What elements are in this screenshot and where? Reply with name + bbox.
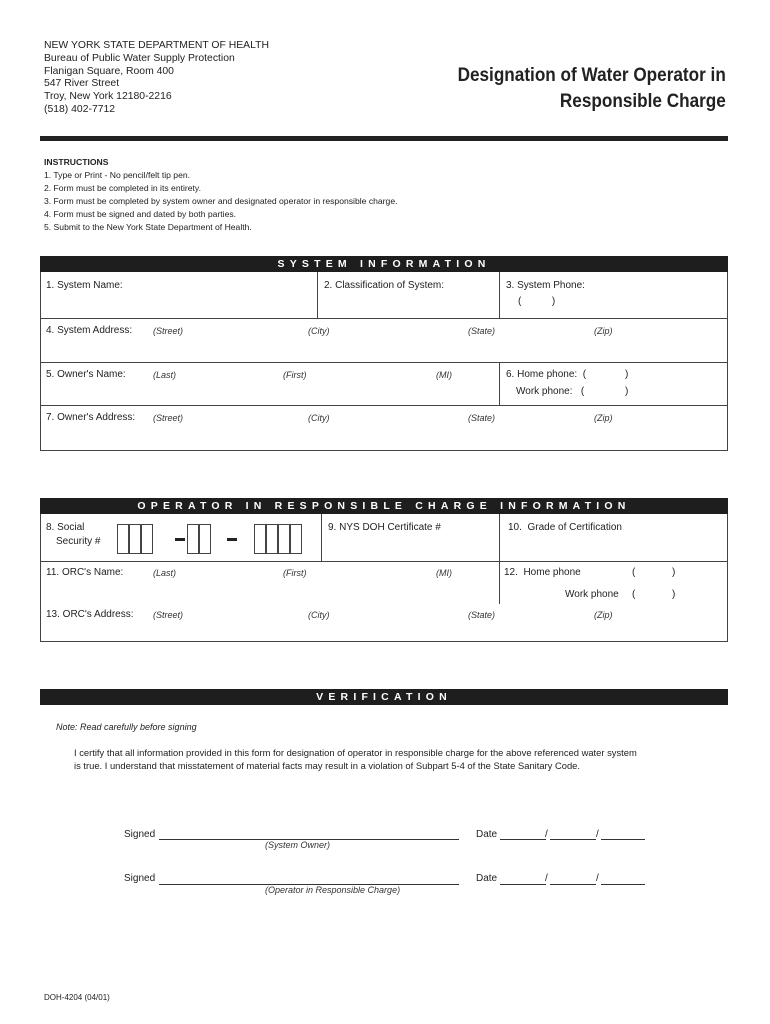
system-info-section	[40, 272, 728, 451]
ssn-dash	[175, 538, 185, 541]
verification-heading: VERIFICATION	[40, 689, 728, 705]
ssn-digit-box[interactable]	[199, 524, 211, 554]
certificate-field[interactable]	[322, 514, 500, 562]
orc-name-field[interactable]	[41, 562, 500, 604]
street-caption: (Street)	[153, 326, 184, 336]
instruction-item: 5. Submit to the New York State Department of Health.	[44, 222, 252, 232]
open-paren: (	[632, 567, 636, 578]
owner-work-phone-label: Work phone: (	[516, 386, 585, 397]
certification-line1: I certify that all information provided in this form for designation of operator in responsible charge for the above referenced water system	[74, 747, 637, 758]
agency-bureau: Bureau of Public Water Supply Protection	[44, 52, 235, 64]
city-caption: (City)	[308, 610, 330, 620]
state-caption: (State)	[468, 326, 496, 336]
signed-label: Signed	[124, 829, 156, 840]
owner-address-field[interactable]	[41, 406, 727, 450]
date-label: Date	[476, 829, 498, 840]
owner-date-month[interactable]	[500, 839, 546, 840]
grade-label: 10. Grade of Certification	[508, 522, 622, 533]
form-id: DOH-4204 (04/01)	[44, 993, 110, 1002]
operator-date-year[interactable]	[601, 884, 645, 885]
close-paren: )	[625, 386, 629, 397]
state-caption: (State)	[468, 413, 496, 423]
operator-caption: (Operator in Responsible Charge)	[265, 885, 401, 895]
ssn-digit-box[interactable]	[290, 524, 302, 554]
system-phone-field[interactable]	[500, 272, 727, 319]
grade-field[interactable]	[500, 514, 727, 562]
orc-address-field[interactable]	[41, 604, 727, 641]
close-paren: )	[672, 589, 676, 600]
agency-street: 547 River Street	[44, 78, 120, 90]
form-title	[458, 62, 726, 114]
owner-home-phone-label: 6. Home phone: (	[506, 369, 587, 380]
owner-date-year[interactable]	[601, 839, 645, 840]
operator-info-heading: OPERATOR IN RESPONSIBLE CHARGE INFORMATION	[40, 498, 728, 514]
open-paren: (	[632, 589, 636, 600]
owner-name-field[interactable]	[41, 363, 500, 406]
orc-name-label: 11. ORC's Name:	[46, 567, 124, 578]
agency-city: Troy, New York 12180-2216	[44, 91, 172, 103]
ssn-digit-box[interactable]	[141, 524, 153, 554]
system-address-label: 4. System Address:	[46, 325, 133, 336]
instruction-item: 4. Form must be signed and dated by both parties.	[44, 209, 237, 219]
classification-label: 2. Classification of System:	[324, 280, 445, 291]
ssn-digit-box[interactable]	[278, 524, 290, 554]
state-caption: (State)	[468, 610, 496, 620]
orc-work-phone-label: Work phone	[565, 589, 619, 600]
street-caption: (Street)	[153, 610, 184, 620]
close-paren: )	[625, 369, 629, 380]
instruction-item: 2. Form must be completed in its entirety.	[44, 183, 201, 193]
last-caption: (Last)	[153, 370, 177, 380]
ssn-field[interactable]	[41, 514, 322, 562]
mi-caption: (MI)	[436, 568, 452, 578]
ssn-dash	[227, 538, 237, 541]
form-title-line2: Responsible Charge	[560, 90, 726, 112]
system-name-label: 1. System Name:	[46, 280, 123, 291]
zip-caption: (Zip)	[594, 413, 613, 423]
date-label: Date	[476, 873, 498, 884]
close-paren: )	[672, 567, 676, 578]
system-address-field[interactable]	[41, 319, 727, 363]
instruction-item: 3. Form must be completed by system owner and designated operator in responsible charge.	[44, 196, 398, 206]
signed-label: Signed	[124, 873, 156, 884]
owner-name-label: 5. Owner's Name:	[46, 369, 126, 380]
owner-phone-field[interactable]	[500, 363, 727, 406]
orc-address-label: 13. ORC's Address:	[46, 609, 134, 620]
orc-phone-field[interactable]	[500, 562, 727, 604]
zip-caption: (Zip)	[594, 326, 613, 336]
system-phone-parens: ( )	[518, 296, 556, 307]
ssn-label-line1: 8. Social	[46, 522, 85, 533]
signing-note: Note: Read carefully before signing	[56, 722, 197, 732]
ssn-label-line2: Security #	[56, 536, 101, 547]
owner-date-day[interactable]	[550, 839, 596, 840]
city-caption: (City)	[308, 413, 330, 423]
operator-info-section	[40, 514, 728, 642]
certificate-label: 9. NYS DOH Certificate #	[328, 522, 441, 533]
system-name-field[interactable]	[41, 272, 318, 319]
owner-caption: (System Owner)	[265, 840, 331, 850]
certification-line2: is true. I understand that misstatement of material facts may result in a violation of Subpart 5-4 of the State Sanitary Code.	[74, 760, 580, 771]
operator-date-day[interactable]	[550, 884, 596, 885]
last-caption: (Last)	[153, 568, 177, 578]
ssn-digit-box[interactable]	[266, 524, 278, 554]
zip-caption: (Zip)	[594, 610, 613, 620]
system-info-heading: SYSTEM INFORMATION	[40, 256, 728, 272]
agency-phone: (518) 402-7712	[44, 103, 116, 115]
first-caption: (First)	[283, 568, 307, 578]
street-caption: (Street)	[153, 413, 184, 423]
city-caption: (City)	[308, 326, 330, 336]
ssn-digit-box[interactable]	[129, 524, 141, 554]
ssn-digit-box[interactable]	[117, 524, 129, 554]
agency-name: NEW YORK STATE DEPARTMENT OF HEALTH	[44, 40, 269, 51]
mi-caption: (MI)	[436, 370, 452, 380]
instructions-heading: INSTRUCTIONS	[44, 157, 109, 167]
agency-room: Flanigan Square, Room 400	[44, 65, 174, 77]
agency-address	[44, 40, 269, 117]
operator-date-month[interactable]	[500, 884, 546, 885]
owner-address-label: 7. Owner's Address:	[46, 412, 136, 423]
header-rule	[40, 136, 728, 141]
first-caption: (First)	[283, 370, 307, 380]
certification-statement	[74, 746, 724, 772]
ssn-digit-box[interactable]	[187, 524, 199, 554]
instructions	[44, 156, 398, 234]
form-title-line1: Designation of Water Operator in	[457, 64, 726, 86]
orc-home-phone-label: 12. Home phone	[504, 567, 581, 578]
classification-field[interactable]	[318, 272, 500, 319]
ssn-digit-box[interactable]	[254, 524, 266, 554]
instruction-item: 1. Type or Print - No pencil/felt tip pen.	[44, 170, 191, 180]
system-phone-label: 3. System Phone:	[506, 280, 585, 291]
